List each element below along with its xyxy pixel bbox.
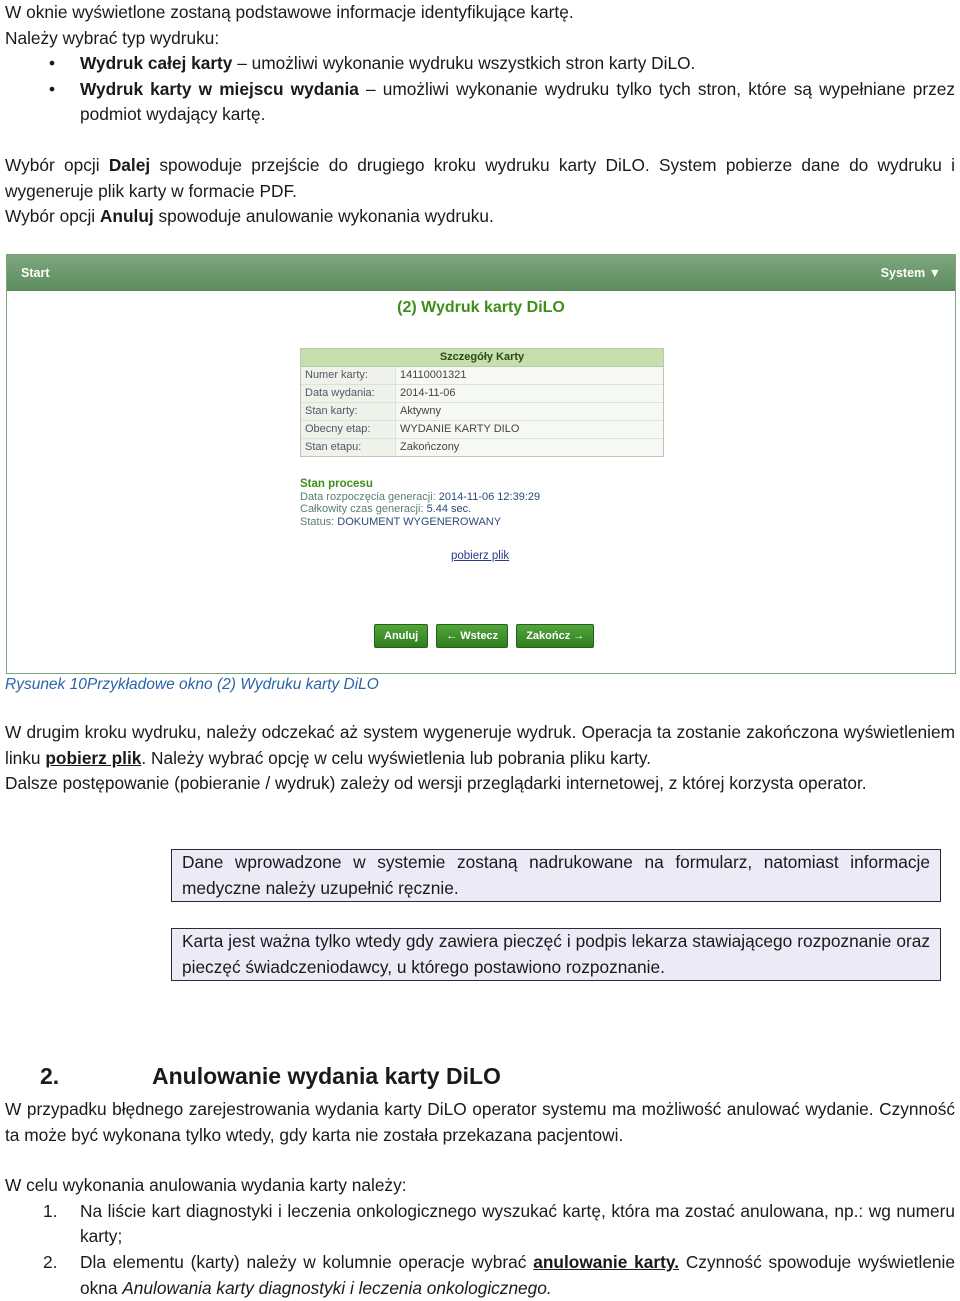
card-details-table [300,348,664,457]
option-desc: – umożliwi wykonanie wydruku wszystkich stron karty DiLO. [232,53,696,74]
option-name: Anuluj [99,206,154,227]
intro-line-1: W oknie wyświetlone zostaną podstawowe informacje identyfikujące kartę. [5,2,574,22]
table-row [301,385,663,403]
process-label: Status: [300,515,338,528]
process-line [300,503,540,516]
table-row [301,421,663,439]
note-box: Dane wprowadzone w systemie zostaną nadrukowane na formularz, natomiast informacje medyczne należy uzupełnić ręcznie. [171,849,941,902]
system-menu[interactable]: System ▼ [880,266,941,280]
table-row [301,367,663,385]
process-line [300,491,540,504]
button-bar [374,624,594,648]
section-heading [40,1063,501,1090]
section-paragraph-2: W celu wykonania anulowania wydania karty należy: [5,1175,407,1196]
cancel-button[interactable]: Anuluj [374,624,428,648]
window-name: Anulowania karty diagnostyki i leczenia onkologicznego. [122,1277,552,1298]
text: Wybór opcji [5,154,109,175]
item-text: Czynność spowoduje wyświetlenie okna [80,1251,955,1298]
list-item [5,1250,955,1301]
option-name: Dalej [108,154,151,175]
intro-line-2: Należy wybrać typ wydruku: [5,27,220,48]
print-type-list [5,51,955,128]
item-text: Na liście kart diagnostyki i leczenia onkologicznego wyszukać kartę, która ma zostać anulowana, np.: wg numeru karty; [80,1200,955,1247]
row-label: Data wydania: [301,385,396,402]
table-row [301,403,663,421]
process-value: 2014-11-06 12:39:29 [438,490,541,503]
cancel-section [5,1097,955,1301]
option-desc: – umożliwi wykonanie wydruku tylko tych stron, które są wypełniane przez podmiot wydający kartę. [80,78,955,125]
top-menu-bar [7,255,955,291]
text: Wybór opcji [5,206,100,227]
section-title: Anulowanie wydania karty DiLO [152,1063,501,1089]
process-line [300,516,540,529]
process-status [300,478,540,528]
bullet-icon: • [49,78,56,99]
window-title: (2) Wydruk karty DiLO [397,299,565,316]
option-name: Wydruk całej karty [80,53,233,74]
bullet-icon: • [49,53,56,74]
step2-paragraph [5,720,955,771]
start-menu[interactable]: Start [21,266,50,280]
screenshot-figure [6,254,956,674]
text: spowoduje przejście do drugiego kroku wydruku karty DiLO. System pobierze dane do wydruku i wygeneruje plik karty w formacie PDF. [5,154,955,201]
item-number: 2. [43,1251,58,1272]
text: W drugim kroku wydruku, należy odczekać aż system wygeneruje wydruk. Operacja ta zostanie zakończona wyświetleniem linku [5,722,955,768]
process-title: Stan procesu [300,478,373,490]
process-label: Całkowity czas generacji: [300,503,427,515]
note-box: Karta jest ważna tylko wtedy gdy zawiera pieczęć i podpis lekarza stawiającego rozpoznanie oraz pieczęć świadczeniodawcy, u którego postawiono rozpoznanie. [171,928,941,981]
text: . Należy wybrać opcję w celu wyświetlenia lub pobrania pliku karty. [141,747,652,768]
cancel-card-link-ref: anulowanie karty. [533,1251,679,1272]
row-value: Zakończony [396,439,663,456]
row-value: 2014-11-06 [396,385,663,402]
steps-list [5,1199,955,1301]
row-label: Numer karty: [301,367,396,384]
list-item [5,51,955,77]
row-value: Aktywny [396,403,663,420]
process-label: Data rozpoczęcia generacji: [300,490,439,503]
row-label: Obecny etap: [301,421,396,438]
option-name: Wydruk karty w miejscu wydania [80,78,359,99]
section-paragraph: W przypadku błędnego zarejestrowania wydania karty DiLO operator systemu ma możliwość anulować wydanie. Czynność ta może być wykonana tylko wtedy, gdy karta nie została przekazana pacjentowi. [5,1099,955,1145]
row-value: WYDANIE KARTY DILO [396,421,663,438]
text: spowoduje anulowanie wykonania wydruku. [153,206,494,227]
table-row [301,439,663,456]
figure-caption: Rysunek 10Przykładowe okno (2) Wydruku karty DiLO [5,676,379,693]
process-value: DOKUMENT WYGENEROWANY [337,515,502,528]
section-number: 2. [40,1063,60,1089]
intro-section [5,0,955,230]
finish-button[interactable]: Zakończ → [516,624,594,648]
download-file-link[interactable]: pobierz plik [451,550,510,562]
list-item [5,77,955,128]
details-header: Szczegóły Karty [301,349,663,367]
step2-section [5,720,955,797]
row-label: Stan karty: [301,403,396,420]
row-label: Stan etapu: [301,439,396,456]
row-value: 14110001321 [396,367,663,384]
cancel-option-paragraph [5,204,955,230]
item-text: Dla elementu (karty) należy w kolumnie operacje wybrać [80,1251,534,1272]
step2-paragraph-2: Dalsze postępowanie (pobieranie / wydruk) zależy od wersji przeglądarki internetowej, z której korzysta operator. [5,773,867,794]
download-link-ref: pobierz plik [45,747,142,768]
back-button[interactable]: ← Wstecz [436,624,508,648]
next-option-paragraph [5,153,955,204]
process-value: 5.44 sec. [426,503,472,515]
item-number: 1. [43,1200,58,1221]
list-item [5,1199,955,1250]
